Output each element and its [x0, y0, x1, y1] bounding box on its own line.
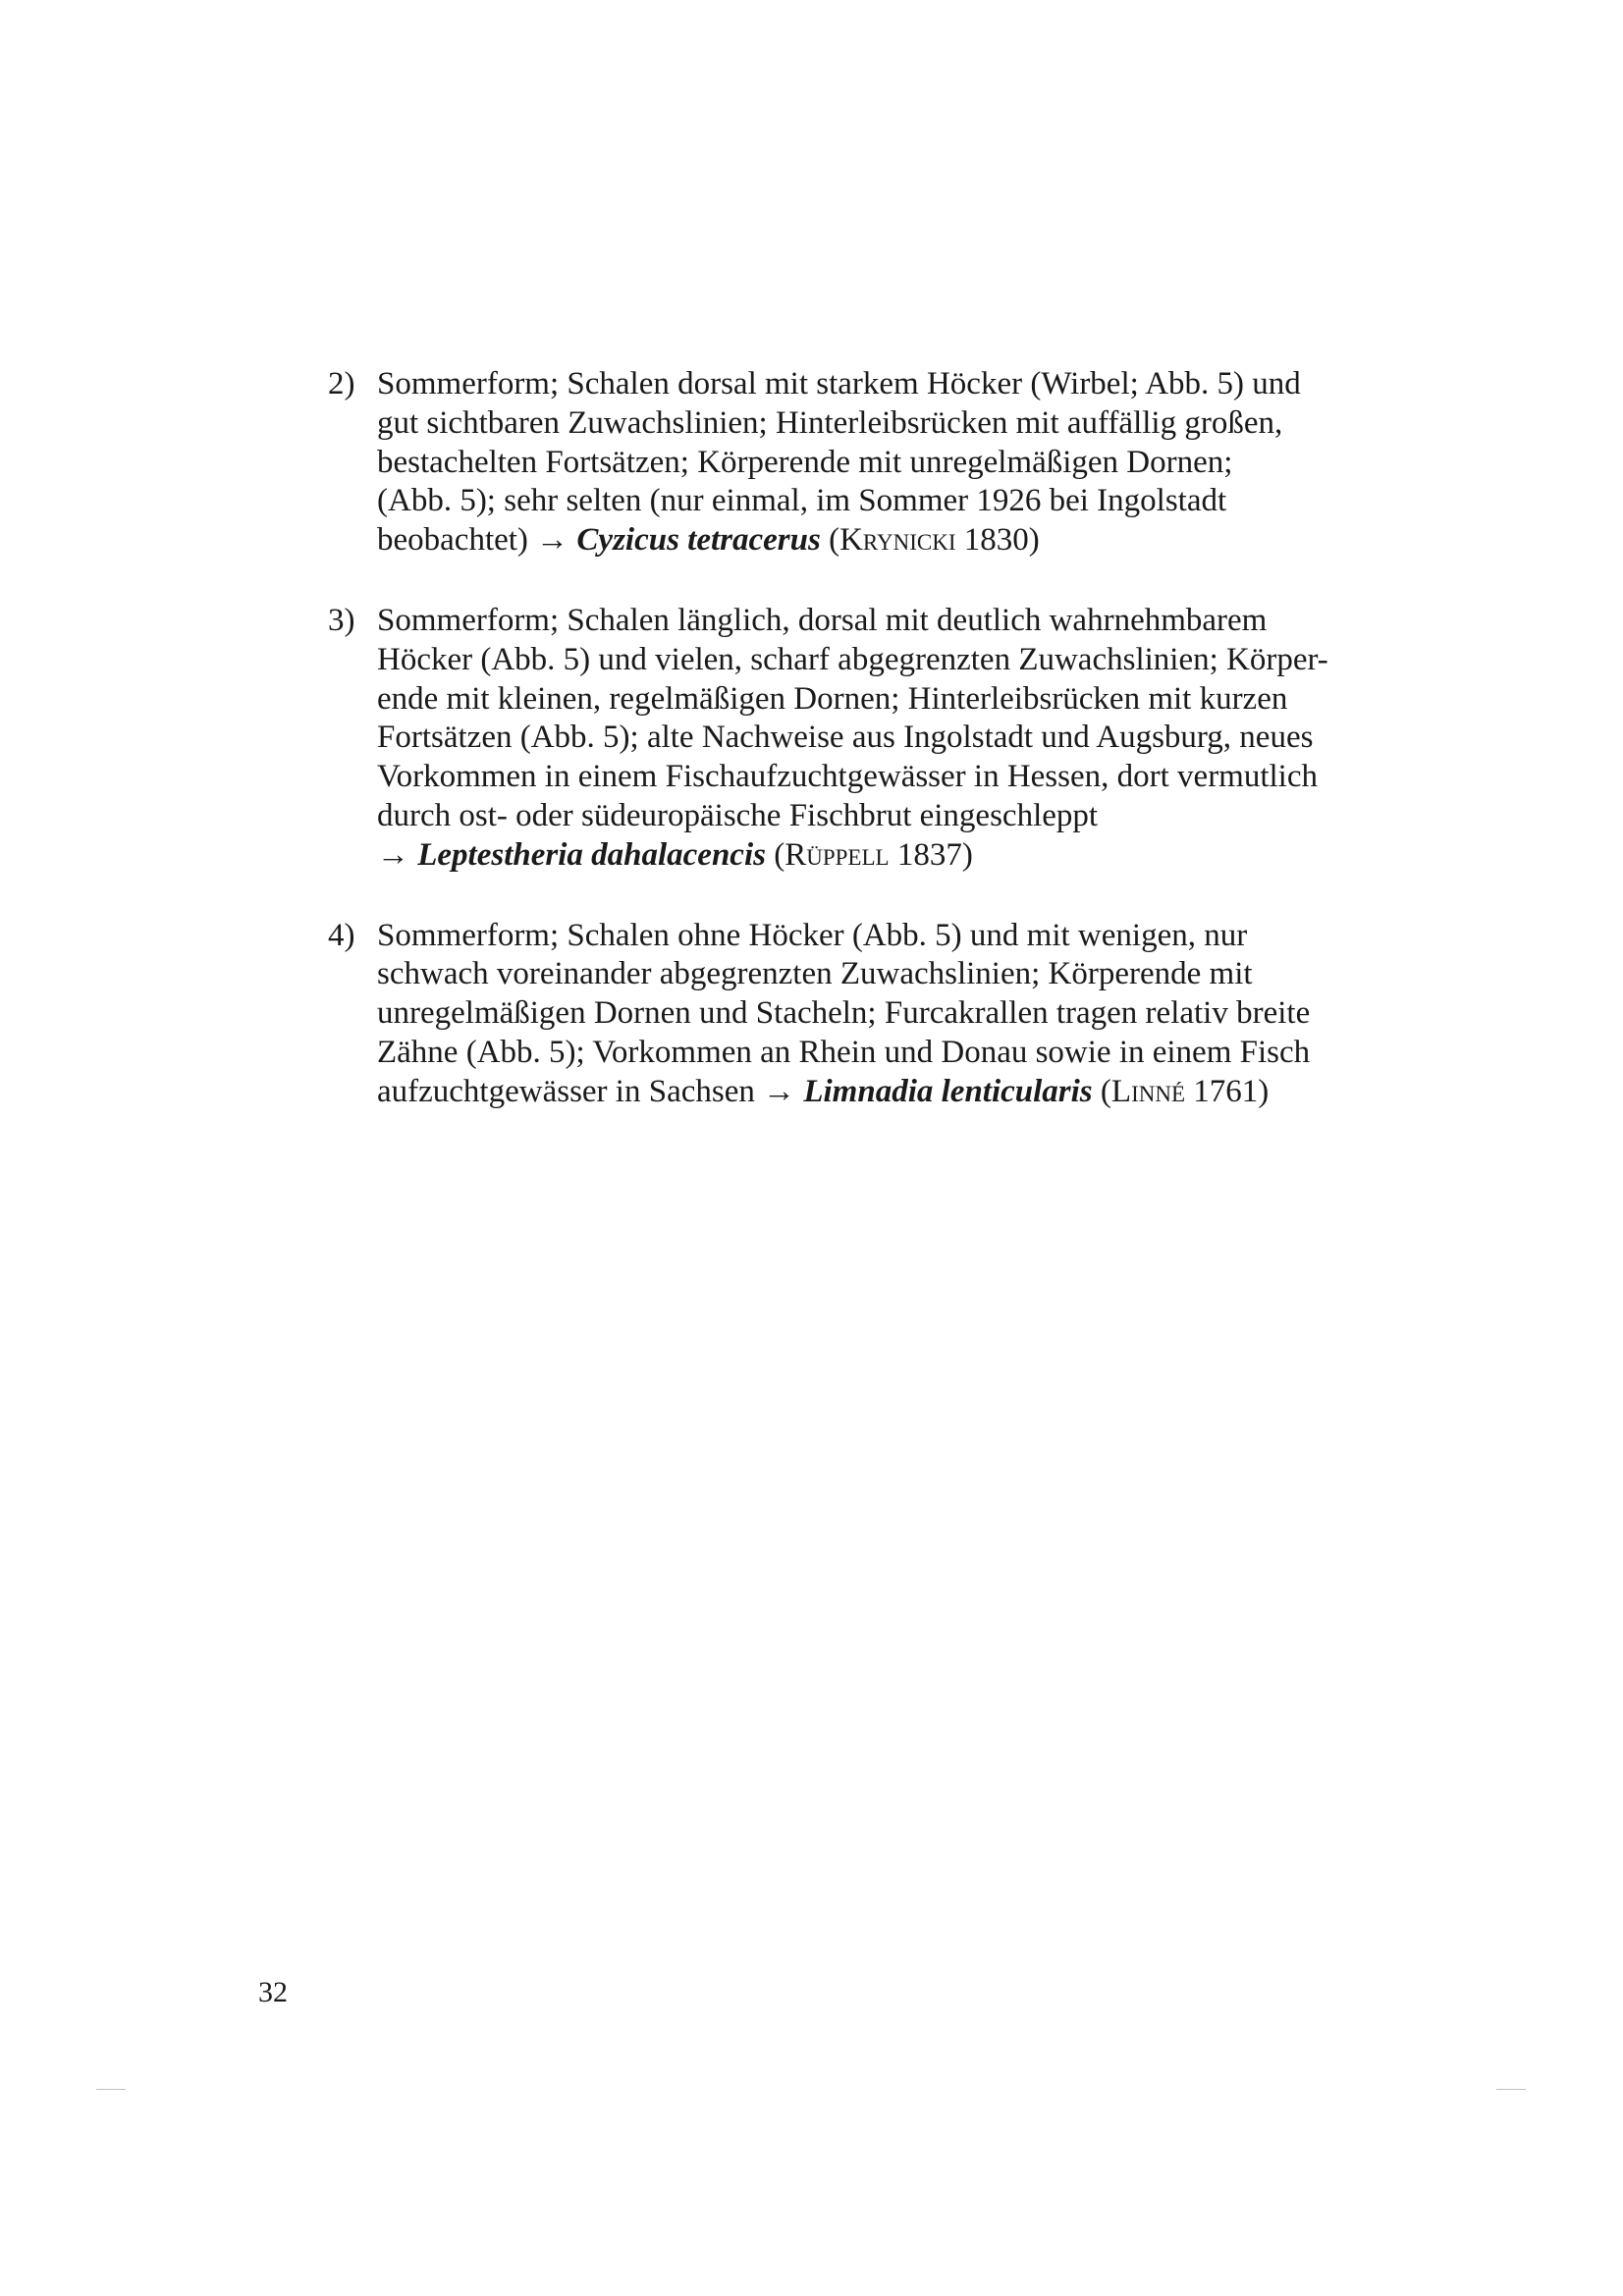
author-name: Krynicki — [839, 522, 956, 559]
entry-number: 4) — [328, 917, 355, 953]
entry-line: Höcker (Abb. 5) und vielen, scharf abgegrenzten Zuwachslinien; Körper- — [377, 641, 1328, 677]
crop-mark-left — [96, 2089, 126, 2090]
entry-number: 3) — [328, 602, 355, 638]
entry-line: bestachelten Fortsätzen; Körperende mit unregelmäßigen Dornen; — [377, 444, 1233, 480]
entry-final-line — [377, 1073, 1349, 1112]
entry-line: Zähne (Abb. 5); Vorkommen an Rhein und Donau sowie in einem Fisch — [377, 1034, 1311, 1070]
species-name: Limnadia lenticularis — [803, 1073, 1093, 1109]
entry-line: gut sichtbaren Zuwachslinien; Hinterleibsrücken mit auffällig großen, — [377, 404, 1283, 441]
entry-line: (Abb. 5); sehr selten (nur einmal, im Sommer 1926 bei Ingolstadt — [377, 483, 1227, 519]
entry-line: schwach voreinander abgegrenzten Zuwachslinien; Körperende mit — [377, 956, 1253, 992]
entry-number: 2) — [328, 366, 355, 401]
entry-final-line — [377, 521, 1349, 561]
final-prefix: beobachtet) → — [377, 522, 577, 559]
entry-line: Vorkommen in einem Fischaufzuchtgewässer in Hessen, dort vermutlich — [377, 759, 1318, 795]
entry-line: Sommerform; Schalen dorsal mit starkem Höcker (Wirbel; Abb. 5) und — [377, 366, 1301, 401]
entry-line: durch ost- oder südeuropäische Fischbrut eingeschleppt — [377, 797, 1099, 833]
entry-line: Sommerform; Schalen ohne Höcker (Abb. 5) und mit wenigen, nur — [377, 917, 1248, 953]
crop-mark-right — [1496, 2089, 1526, 2090]
author-open: ( — [1092, 1073, 1111, 1109]
key-entry-2 — [328, 365, 1349, 561]
author-open: ( — [765, 836, 785, 873]
author-name: Rüppell — [784, 836, 890, 873]
entry-line: Sommerform; Schalen länglich, dorsal mit deutlich wahrnehmbarem — [377, 602, 1268, 638]
author-name: Linné — [1110, 1073, 1185, 1109]
key-entry-3 — [328, 602, 1349, 876]
final-prefix: → — [377, 836, 418, 873]
entry-line: unregelmäßigen Dornen und Stacheln; Furcakrallen tragen relativ breite — [377, 995, 1311, 1032]
author-year: 1837) — [889, 836, 973, 873]
page-number: 32 — [258, 1976, 288, 2008]
species-name: Cyzicus tetracerus — [576, 522, 821, 559]
author-open: ( — [820, 522, 840, 559]
entry-line: Fortsätzen (Abb. 5); alte Nachweise aus Ingolstadt und Augsburg, neues — [377, 720, 1314, 756]
author-year: 1830) — [955, 522, 1040, 559]
final-prefix: aufzuchtgewässer in Sachsen → — [377, 1073, 804, 1109]
entry-final-line — [377, 836, 1349, 876]
document-body — [328, 365, 1349, 1153]
key-entry-4 — [328, 917, 1349, 1112]
species-name: Leptestheria dahalacencis — [417, 836, 766, 873]
author-year: 1761) — [1185, 1073, 1270, 1109]
entry-line: ende mit kleinen, regelmäßigen Dornen; Hinterleibsrücken mit kurzen — [377, 680, 1288, 717]
